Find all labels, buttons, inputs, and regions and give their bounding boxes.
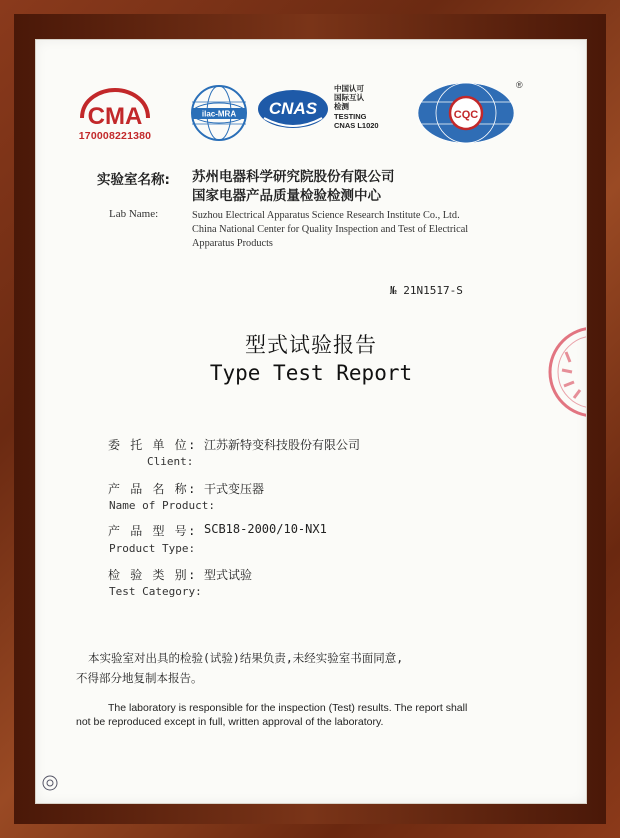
test-category-value: 型式试验 xyxy=(204,568,253,582)
lab-name-zh-line-2: 国家电器产品质量检验检测中心 xyxy=(192,188,381,204)
cma-logo-text: CMA xyxy=(87,103,143,130)
cnas-logo-text: CNAS xyxy=(268,99,318,118)
lab-name-label-zh: 实验室名称: xyxy=(97,172,170,188)
product-name-label-zh: 产 品 名 称: xyxy=(108,482,197,496)
disclaimer-en xyxy=(76,701,556,729)
registered-mark: ® xyxy=(516,80,523,90)
client-label-zh: 委 托 单 位: xyxy=(108,438,197,452)
report-title-en: Type Test Report xyxy=(209,361,413,385)
cqc-globe-logo xyxy=(416,80,516,146)
disclaimer-zh xyxy=(76,648,546,688)
certificate-page xyxy=(36,40,586,803)
test-category-label-en: Test Category: xyxy=(109,585,202,598)
ilac-mra-logo xyxy=(186,82,252,144)
cnas-line-4: TESTING xyxy=(334,111,367,121)
lab-name-zh-line-1: 苏州电器科学研究院股份有限公司 xyxy=(192,169,395,185)
cnas-line-2: 国际互认 xyxy=(334,93,364,103)
client-label-en: Client: xyxy=(147,455,194,468)
disclaimer-en-line-1: The laboratory is responsible for the inspection (Test) results. The report shall xyxy=(108,702,468,714)
disclaimer-zh-line-2: 不得部分地复制本报告。 xyxy=(76,671,203,685)
disclaimer-en-line-2: not be reproduced except in full, written approval of the laboratory. xyxy=(76,716,384,728)
cnas-logo xyxy=(256,88,330,130)
cnas-line-3: 检测 xyxy=(334,102,349,112)
product-name-label-en: Name of Product: xyxy=(109,499,215,512)
lab-name-en-line-2: China National Center for Quality Inspection and Test of Electrical xyxy=(192,224,469,235)
ilac-logo-text: ilac-MRA xyxy=(201,109,237,119)
report-title-zh: 型式试验报告 xyxy=(245,333,377,357)
lab-name-en xyxy=(192,209,552,251)
lab-name-en-line-1: Suzhou Electrical Apparatus Science Research Institute Co., Ltd. xyxy=(192,210,460,221)
lab-name-label-en: Lab Name: xyxy=(109,208,159,220)
report-number: № 21N1517-S xyxy=(390,284,463,297)
cma-certificate-number: 170008221380 xyxy=(78,130,152,142)
lab-name-zh xyxy=(192,168,395,206)
cnas-accreditation-text xyxy=(334,84,379,130)
cnas-line-1: 中国认可 xyxy=(334,84,364,93)
cnas-line-5: CNAS L1020 xyxy=(334,120,379,130)
security-badge-icon xyxy=(42,775,58,791)
disclaimer-zh-line-1: 本实验室对出具的检验(试验)结果负责,未经实验室书面同意, xyxy=(88,651,404,665)
product-type-value: SCB18-2000/10-NX1 xyxy=(204,522,327,536)
product-type-label-zh: 产 品 型 号: xyxy=(108,524,197,538)
test-category-label-zh: 检 验 类 别: xyxy=(108,568,197,582)
lab-name-en-line-3: Apparatus Products xyxy=(192,238,273,249)
client-value: 江苏新特变科技股份有限公司 xyxy=(204,438,361,452)
product-name-value: 干式变压器 xyxy=(204,482,265,496)
cqc-logo-text: CQC xyxy=(453,109,479,121)
official-seal-stamp xyxy=(544,322,586,422)
product-type-label-en: Product Type: xyxy=(109,542,196,555)
